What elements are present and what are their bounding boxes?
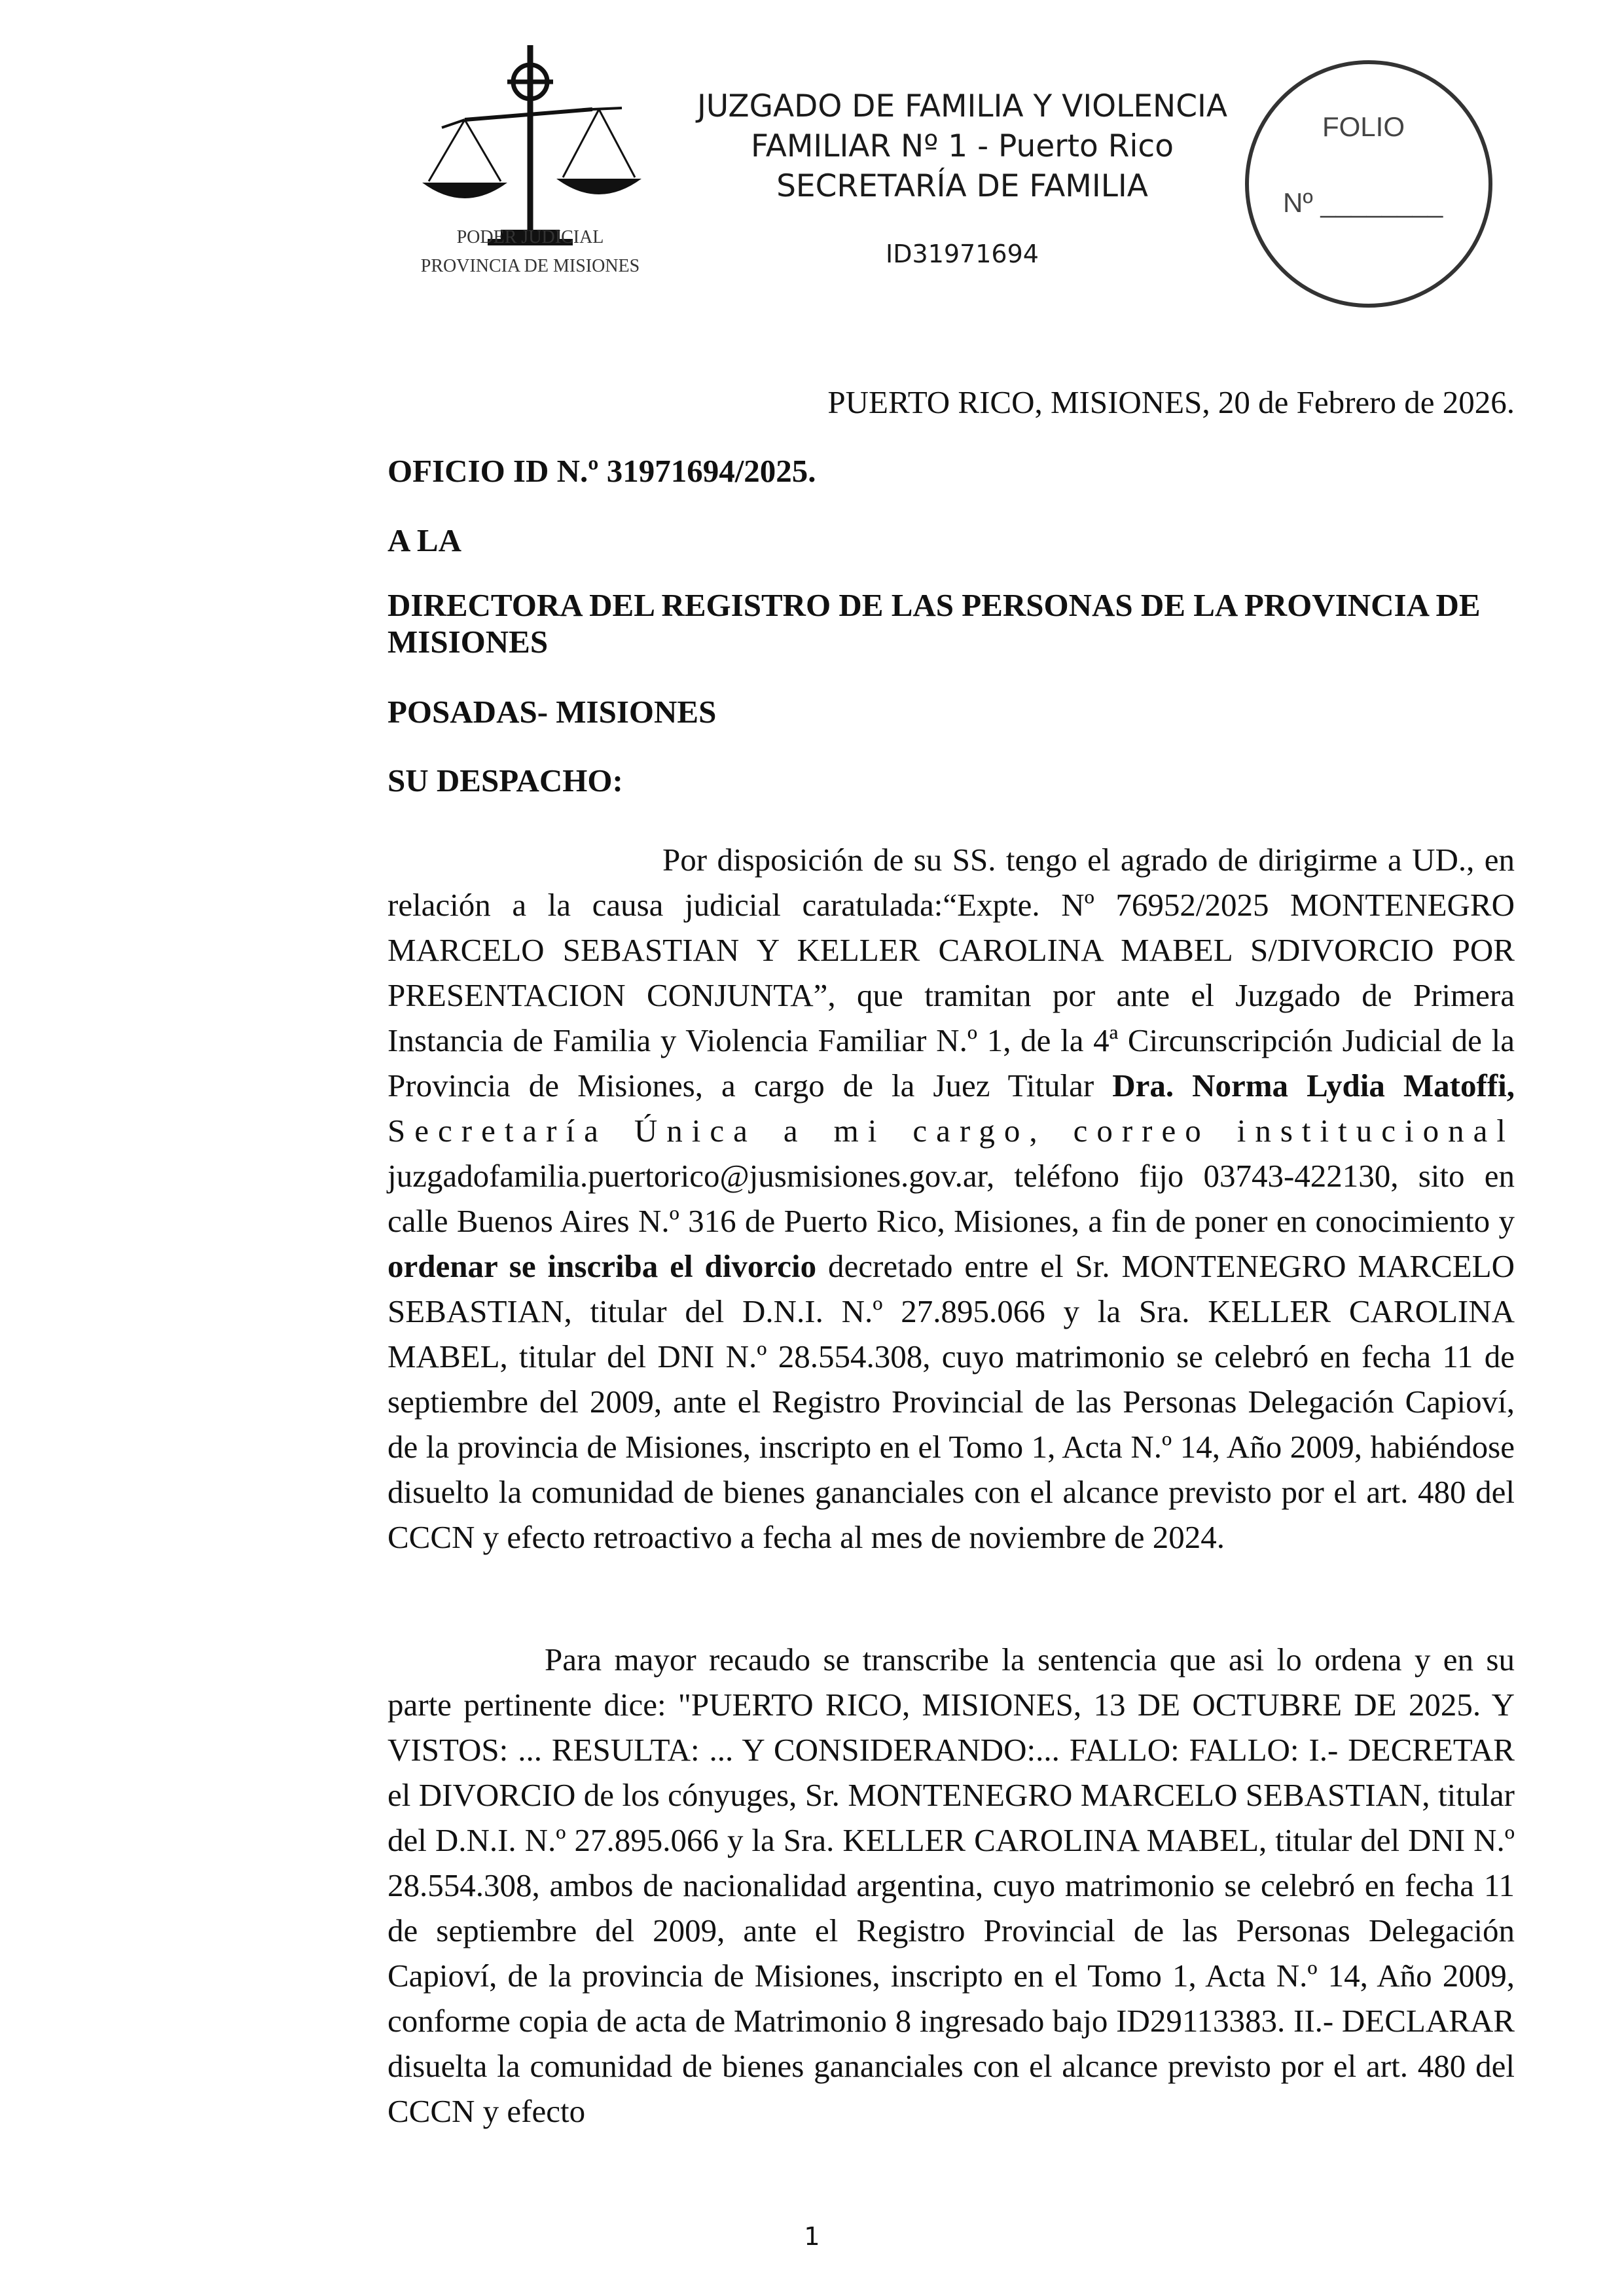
p1-intro: Por disposición de su SS. tengo el agrado de dirigirme a UD., en relación a la causa judicial caratulada:“Expte. Nº 76952/2025 MONTENEGRO MARCELO SEBASTIAN Y KELLER CAROLINA MABEL S/DIVORCIO POR PRESENTACION CONJUNTA”, que tramitan por ante el Juzgado de Primera Instancia de Familia y Violencia Familiar N.º 1, de la 4ª Circunscripción Judicial de la Provincia de Misiones, a cargo de la Juez Titular — [388, 842, 1515, 1103]
folio-number-label: Nº ________ — [1283, 187, 1443, 218]
recipient-title: DIRECTORA DEL REGISTRO DE LAS PERSONAS DE LA PROVINCIA DE MISIONES — [388, 587, 1481, 660]
folio-title: FOLIO — [1322, 111, 1405, 142]
court-name-line2: FAMILIAR Nº 1 - Puerto Rico — [750, 128, 1174, 164]
seal-line2: PROVINCIA DE MISIONES — [420, 256, 640, 276]
body-paragraph-1 — [388, 837, 1515, 1560]
recipient-city: POSADAS- MISIONES — [388, 694, 717, 730]
seal-line1: PODER JUDICIAL — [456, 227, 604, 247]
letter-date: PUERTO RICO, MISIONES, 20 de Febrero de 2026. — [827, 384, 1515, 420]
court-name-line1: JUZGADO DE FAMILIA Y VIOLENCIA — [696, 88, 1228, 124]
judge-name: Dra. Norma Lydia Matoffi, — [1112, 1067, 1515, 1103]
p1-details: decretado entre el Sr. MONTENEGRO MARCELO SEBASTIAN, titular del D.N.I. N.º 27.895.066 y la Sra. KELLER CAROLINA MABEL, titular del DNI N.º 28.554.308, cuyo matrimonio se celebró en fecha 11 de septiembre del 2009, ante el Registro Provincial de las Personas Delegación Capioví, de la provincia de Misiones, inscripto en el Tomo 1, Acta N.º 14, Año 2009, habiéndose disuelto la comunidad de bienes gananciales con el alcance previsto por el art. 480 del CCCN y efecto retroactivo a fecha al mes de noviembre de 2024. — [388, 1248, 1515, 1555]
su-despacho: SU DESPACHO: — [388, 762, 623, 798]
p2-text: Para mayor recaudo se transcribe la sentencia que asi lo ordena y en su parte pertinente dice: "PUERTO RICO, MISIONES, 13 DE OCTUBRE DE 2025. Y VISTOS: ... RESULTA: ... Y CONSIDERANDO:... FALLO: FALLO: I.- DECRETAR el DIVORCIO de los cónyuges, Sr. MONTENEGRO MARCELO SEBASTIAN, titular del D.N.I. N.º 27.895.066 y la Sra. KELLER CAROLINA MABEL, titular del DNI N.º 28.554.308, ambos de nacionalidad argentina, cuyo matrimonio se celebró en fecha 11 de septiembre del 2009, ante el Registro Provincial de las Personas Delegación Capioví, de la provincia de Misiones, inscripto en el Tomo 1, Acta N.º 14, Año 2009, conforme copia de acta de Matrimonio 8 ingresado bajo ID29113383. II.- DECLARAR disuelta la comunidad de bienes gananciales con el alcance previsto por el art. 480 del CCCN y efecto — [388, 1641, 1515, 2129]
document-id: ID31971694 — [886, 240, 1039, 268]
p1-contact: juzgadofamilia.puertorico@jusmisiones.gov.ar, teléfono fijo 03743-422130, sito en calle Buenos Aires N.º 316 de Puerto Rico, Misiones, a fin de poner en conocimiento y — [388, 1158, 1515, 1239]
order-emphasis: ordenar se inscriba el divorcio — [388, 1248, 817, 1284]
body-paragraph-2 — [388, 1637, 1515, 2134]
salutation-a-la: A LA — [388, 522, 462, 558]
court-name-line3: SECRETARÍA DE FAMILIA — [776, 168, 1148, 204]
page-number: 1 — [804, 2222, 820, 2251]
judicial-seal-logo — [403, 36, 677, 295]
folio-stamp — [1242, 58, 1495, 310]
p1-secretaria: Secretaría Única a mi cargo, correo institucional — [388, 1113, 1515, 1149]
oficio-number: OFICIO ID N.º 31971694/2025. — [388, 453, 816, 489]
